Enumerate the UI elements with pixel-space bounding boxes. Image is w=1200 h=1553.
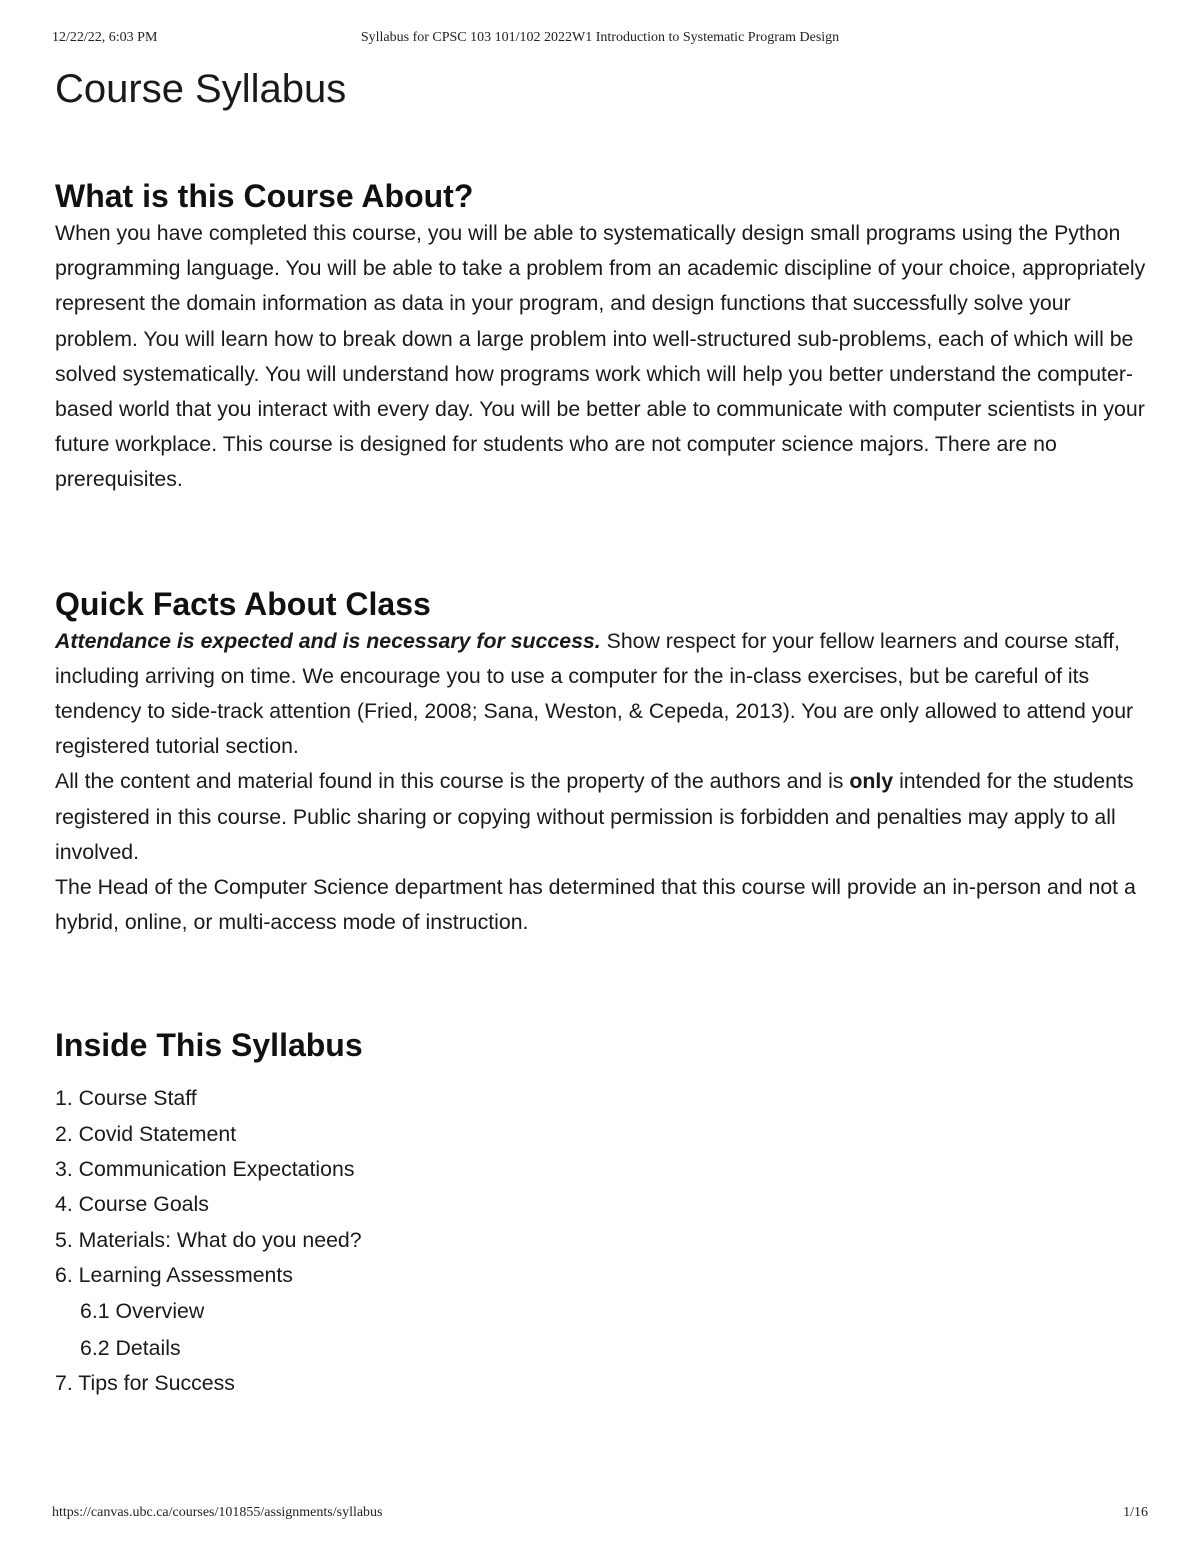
print-document-title: Syllabus for CPSC 103 101/102 2022W1 Introduction to Systematic Program Design bbox=[360, 30, 840, 45]
property-text-after: intended for the students registered in this course. Public sharing or copying without permission is forbidden and penalties may apply to all involved. bbox=[55, 769, 1134, 864]
toc-item-overview[interactable]: 6.1 Overview bbox=[80, 1299, 205, 1324]
property-paragraph bbox=[55, 764, 1150, 870]
syllabus-content bbox=[55, 60, 1150, 1402]
property-emphasis: only bbox=[849, 769, 894, 794]
toc-item-tips[interactable]: 7. Tips for Success bbox=[55, 1371, 235, 1396]
print-date: 12/22/22, 6:03 PM bbox=[52, 30, 158, 45]
toc-item-communication[interactable]: 3. Communication Expectations bbox=[55, 1157, 355, 1182]
syllabus-toc bbox=[55, 1081, 1150, 1401]
page-title: Course Syllabus bbox=[55, 67, 347, 111]
toc-item-course-goals[interactable]: 4. Course Goals bbox=[55, 1192, 209, 1217]
toc-item-covid-statement[interactable]: 2. Covid Statement bbox=[55, 1121, 237, 1146]
toc-item-details[interactable]: 6.2 Details bbox=[80, 1335, 181, 1360]
section-heading-inside: Inside This Syllabus bbox=[55, 1027, 363, 1064]
instruction-mode-paragraph: The Head of the Computer Science department has determined that this course will provide an in-person and not a hybrid, online, or multi-access mode of instruction. bbox=[55, 875, 1136, 935]
about-paragraph: When you have completed this course, you will be able to systematically design small programs using the Python programming language. You will be able to take a problem from an academic discipline of your choice, appropriately represent the domain information as data in your program, and design functions that successfully solve your problem. You will learn how to break down a large problem into well-structured sub-problems, each of which will be solved systematically. You will understand how programs work which will help you better understand the computer-based world that you interact with every day. You will be better able to communicate with computer scientists in your future workplace. This course is designed for students who are not computer science majors. There are no prerequisites. bbox=[55, 221, 1146, 492]
section-heading-about: What is this Course About? bbox=[55, 178, 474, 214]
attendance-text: Show respect for your fellow learners and course staff, including arriving on time. We encourage you to use a computer for the in-class exercises, but be careful of its tendency to side-track attention (Fried, 2008; Sana, Weston, & Cepeda, 2013). You are only allowed to attend your registered tutorial section. bbox=[55, 628, 1134, 759]
page-number: 1/16 bbox=[1123, 1505, 1148, 1520]
toc-item-materials[interactable]: 5. Materials: What do you need? bbox=[55, 1227, 362, 1252]
section-heading-quick-facts: Quick Facts About Class bbox=[55, 585, 431, 622]
print-header bbox=[52, 30, 1148, 50]
print-footer bbox=[52, 1505, 1148, 1525]
property-text-before: All the content and material found in this course is the property of the authors and is bbox=[55, 769, 850, 794]
toc-item-course-staff[interactable]: 1. Course Staff bbox=[55, 1086, 197, 1111]
attendance-emphasis: Attendance is expected and is necessary for success. bbox=[55, 628, 601, 653]
toc-item-learning-assessments[interactable]: 6. Learning Assessments bbox=[55, 1262, 293, 1287]
page-url: https://canvas.ubc.ca/courses/101855/assignments/syllabus bbox=[52, 1505, 383, 1520]
attendance-paragraph bbox=[55, 624, 1150, 765]
